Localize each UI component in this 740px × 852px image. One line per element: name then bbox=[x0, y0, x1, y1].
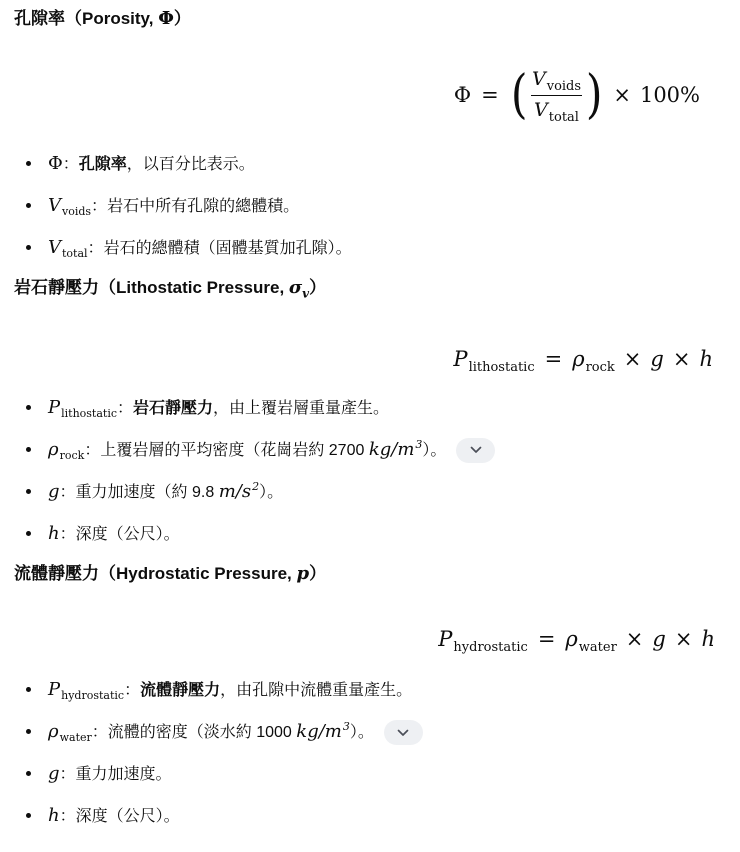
fraction-denominator: $V_{total}$ bbox=[531, 95, 582, 122]
times-sign: × bbox=[623, 347, 642, 372]
list-item-rho-water: $\rho_{water}$：流體的密度（淡水約 1000 $kg/m^3$）。 bbox=[14, 719, 726, 745]
term-bold: 孔隙率 bbox=[78, 156, 127, 173]
math-rho-water: $\rho_{water}$ bbox=[565, 626, 617, 655]
math-phi: Φ bbox=[453, 83, 472, 107]
right-paren: ) bbox=[585, 65, 603, 125]
times-sign: × bbox=[674, 627, 693, 652]
bullet-list-porosity bbox=[14, 151, 726, 261]
math-unit-m-s2: $m/s^2$ bbox=[218, 479, 260, 502]
formula-lithostatic bbox=[14, 346, 726, 375]
math-rho-rock: $\rho_{rock}$ bbox=[48, 438, 85, 462]
math-h: h bbox=[48, 805, 60, 827]
section-heading-porosity bbox=[14, 8, 726, 30]
heading-text: ） bbox=[309, 563, 327, 583]
chevron-down-icon bbox=[397, 729, 409, 737]
heading-text: 岩石靜壓力（Lithostatic Pressure, bbox=[14, 278, 289, 297]
expand-details-button[interactable] bbox=[384, 720, 423, 745]
bullet-list-hydrostatic bbox=[14, 677, 726, 829]
list-item-h: h：深度（公尺）。 bbox=[14, 803, 726, 829]
heading-text: ） bbox=[309, 278, 327, 297]
math-rho-rock: $\rho_{rock}$ bbox=[572, 346, 615, 375]
math-h: h bbox=[701, 627, 715, 652]
math-p-lithostatic: $P_{lithostatic}$ bbox=[453, 346, 535, 375]
formula-porosity bbox=[14, 66, 726, 124]
list-item-rho-rock: $\rho_{rock}$：上覆岩層的平均密度（花崗岩約 2700 $kg/m^3$）。 bbox=[14, 437, 726, 463]
list-item-g: g：重力加速度。 bbox=[14, 761, 726, 787]
math-unit-kg-m3: $kg/m^3$ bbox=[296, 719, 350, 742]
heading-text: 孔隙率（Porosity, bbox=[14, 9, 159, 28]
math-v-total: $V_{total}$ bbox=[48, 237, 88, 260]
formula-hydrostatic bbox=[14, 626, 726, 655]
math-h: h bbox=[699, 347, 713, 372]
list-item-p-hydrostatic: $P_{hydrostatic}$：流體靜壓力，由孔隙中流體重量產生。 bbox=[14, 677, 726, 703]
term-bold: 岩石靜壓力 bbox=[133, 399, 214, 417]
chevron-down-icon bbox=[470, 446, 482, 454]
equals-sign: = bbox=[481, 83, 499, 107]
left-paren: ( bbox=[510, 65, 528, 125]
math-g: g bbox=[650, 347, 664, 372]
list-item-v-total: $V_{total}$：岩石的總體積（固體基質加孔隙）。 bbox=[14, 235, 726, 261]
math-g: g bbox=[48, 763, 60, 785]
math-g: g bbox=[48, 480, 60, 502]
heading-text: ） bbox=[173, 9, 191, 28]
math-unit-kg-m3: $kg/m^3$ bbox=[368, 437, 423, 460]
math-v-total: V bbox=[534, 99, 548, 121]
fraction-numerator: $V_{voids}$ bbox=[531, 68, 582, 94]
list-item-phi: Φ：孔隙率，以百分比表示。 bbox=[14, 151, 726, 177]
section-heading-hydrostatic bbox=[14, 563, 726, 585]
equals-sign: = bbox=[537, 627, 556, 652]
math-g: g bbox=[652, 627, 666, 652]
math-phi: Φ bbox=[158, 8, 174, 29]
math-h: h bbox=[48, 522, 60, 544]
times-sign: × bbox=[672, 347, 691, 372]
section-heading-lithostatic bbox=[14, 277, 726, 305]
bullet-list-lithostatic bbox=[14, 395, 726, 547]
term-bold: 流體靜壓力 bbox=[140, 681, 221, 699]
math-p-hydrostatic: $P_{hydrostatic}$ bbox=[48, 678, 125, 702]
fraction bbox=[529, 68, 584, 125]
math-p-hydrostatic: $P_{hydrostatic}$ bbox=[438, 626, 528, 655]
heading-text: 流體靜壓力（Hydrostatic Pressure, bbox=[14, 563, 297, 583]
list-item-p-lithostatic: $P_{lithostatic}$：岩石靜壓力，由上覆岩層重量產生。 bbox=[14, 395, 726, 421]
list-item-g: g：重力加速度（約 9.8 $m/s^2$）。 bbox=[14, 479, 726, 505]
expand-details-button[interactable] bbox=[456, 438, 495, 463]
math-p: p bbox=[296, 562, 310, 584]
times-sign: × bbox=[625, 627, 644, 652]
formula-rhs: 100% bbox=[639, 83, 700, 107]
times-sign: × bbox=[613, 83, 631, 107]
math-sigma-v: $\sigma_v$ bbox=[288, 277, 310, 301]
equals-sign: = bbox=[544, 347, 563, 372]
math-v-voids: $V_{voids}$ bbox=[48, 195, 92, 218]
math-v-voids: V bbox=[531, 68, 546, 90]
math-p-lithostatic: $P_{lithostatic}$ bbox=[48, 396, 118, 420]
list-item-h: h：深度（公尺）。 bbox=[14, 521, 726, 547]
math-phi: Φ bbox=[48, 153, 63, 174]
list-item-v-voids: $V_{voids}$：岩石中所有孔隙的總體積。 bbox=[14, 193, 726, 219]
math-rho-water: $\rho_{water}$ bbox=[48, 720, 92, 744]
